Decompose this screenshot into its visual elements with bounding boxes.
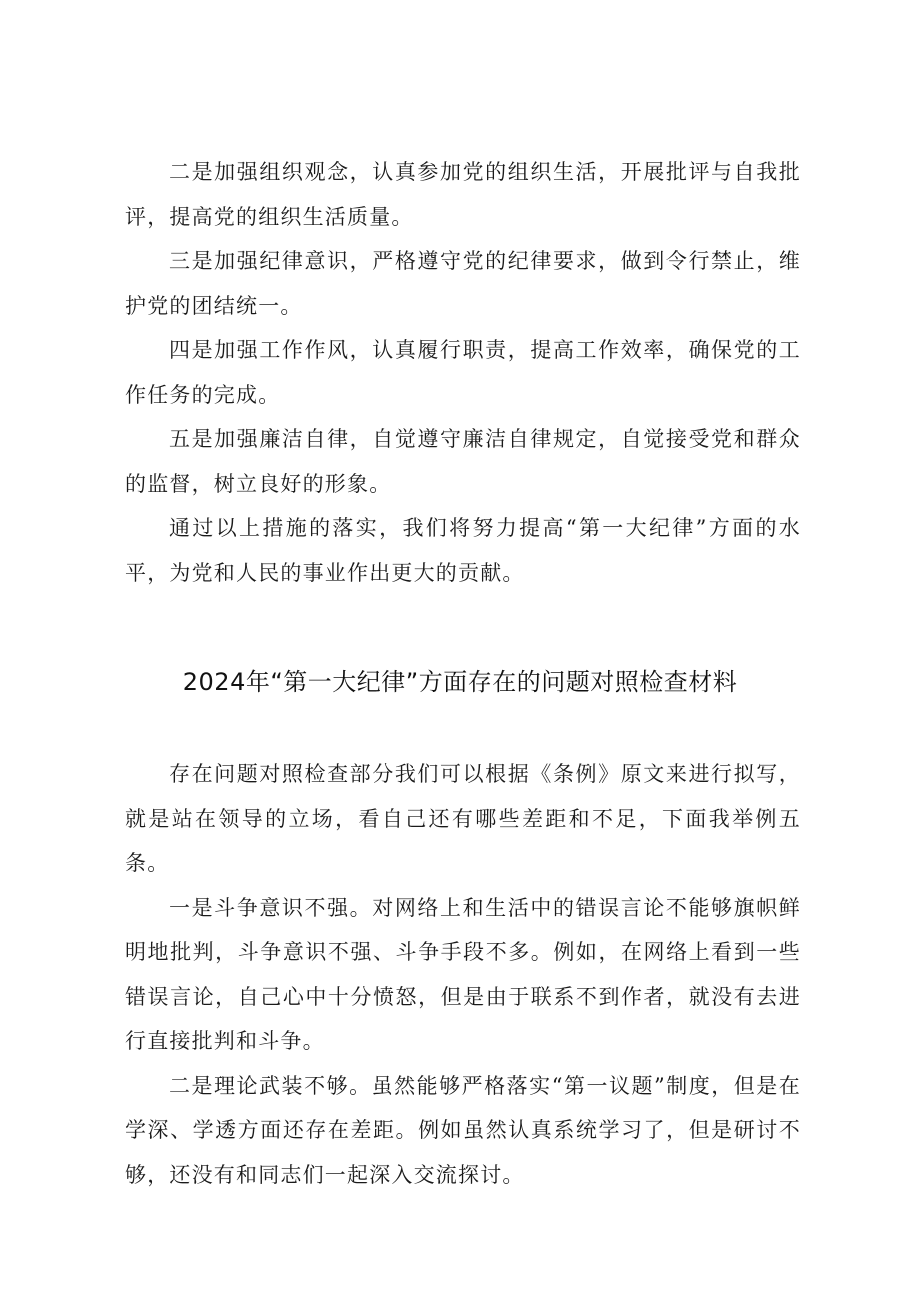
paragraph-discipline: 三是加强纪律意识，严格遵守党的纪律要求，做到令行禁止，维护党的团结统一。	[125, 249, 801, 318]
paragraph-work-style: 四是加强工作作风，认真履行职责，提高工作效率，确保党的工作任务的完成。	[125, 338, 801, 407]
paragraph-integrity: 五是加强廉洁自律，自觉遵守廉洁自律规定，自觉接受党和群众的监督，树立良好的形象。	[125, 427, 801, 496]
document-title: 2024年“第一大纪律”方面存在的问题对照检查材料	[182, 668, 738, 696]
paragraph-theory-study: 二是理论武装不够。虽然能够严格落实“第一议题”制度，但是在学深、学透方面还存在差距。例如虽然认真系统学习了，但是研讨不够，还没有和同志们一起深入交流探讨。	[125, 1073, 801, 1187]
paragraph-organization: 二是加强组织观念，认真参加党的组织生活，开展批评与自我批评，提高党的组织生活质量。	[125, 160, 801, 229]
problems-section	[125, 752, 801, 1197]
paragraph-struggle-awareness: 一是斗争意识不强。对网络上和生活中的错误言论不能够旗帜鲜明地批判，斗争意识不强、斗争手段不多。例如，在网络上看到一些错误言论，自己心中十分愤怒，但是由于联系不到作者，就没有去进行直接批判和斗争。	[125, 895, 801, 1053]
paragraph-intro: 存在问题对照检查部分我们可以根据《条例》原文来进行拟写，就是站在领导的立场，看自己还有哪些差距和不足，下面我举例五条。	[125, 762, 801, 875]
measures-section	[125, 150, 801, 595]
paragraph-conclusion: 通过以上措施的落实，我们将努力提高“第一大纪律”方面的水平，为党和人民的事业作出更大的贡献。	[125, 516, 801, 585]
